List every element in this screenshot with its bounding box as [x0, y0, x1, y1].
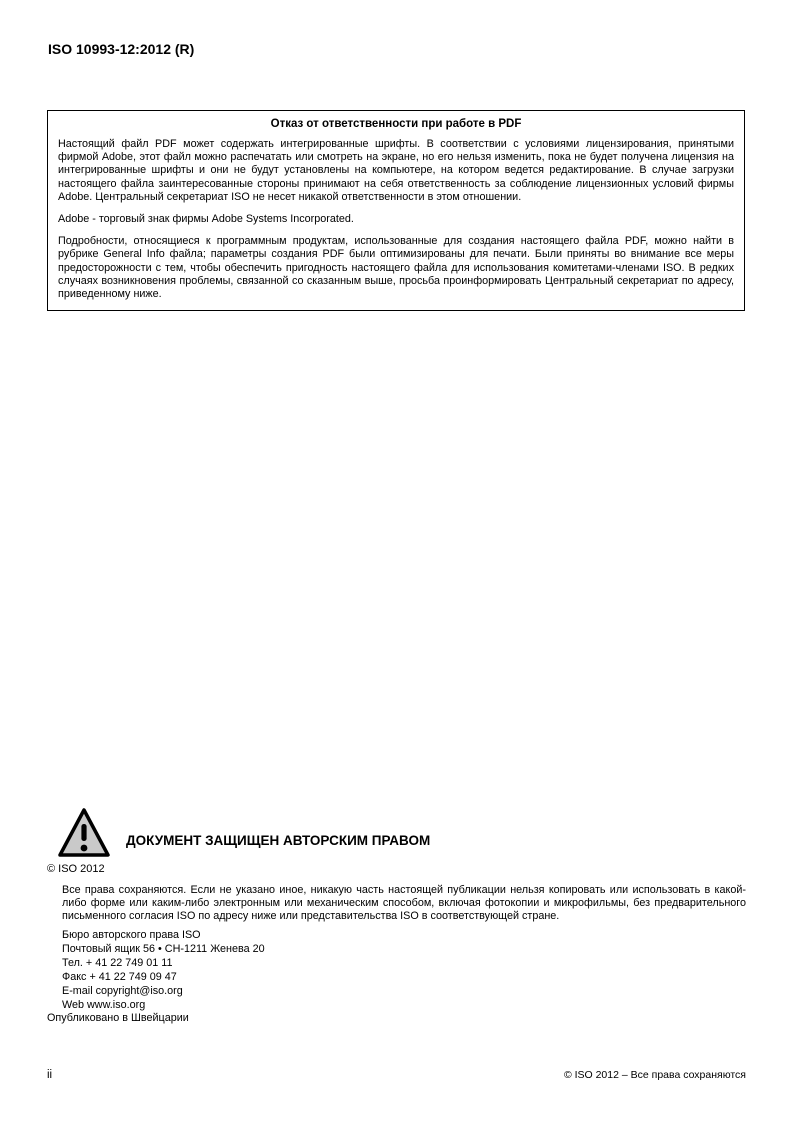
iso-address-block — [62, 929, 265, 1012]
disclaimer-paragraph: Подробности, относящиеся к программным продуктам, использованные для создания настоящего файла PDF, можно найти в рубрике General Info файла; параметры создания PDF были оптимизированы для печати. Были приняты во внимание все меры предосторожности с тем, чтобы обеспечить пригодность настоящего файла для использования комитетами-членами ISO. В редких случаях возникновения проблемы, связанной со сказанным выше, просьба проинформировать Центральный секретариат по адресу, приведенному ниже. — [58, 235, 734, 301]
address-line-fax: Факс + 41 22 749 09 47 — [62, 970, 177, 983]
page-footer — [47, 1069, 746, 1081]
address-line-web: Web www.iso.org — [62, 998, 146, 1011]
copyright-protected-heading: ДОКУМЕНТ ЗАЩИЩЕН АВТОРСКИМ ПРАВОМ — [126, 832, 431, 848]
footer-copyright-notice: © ISO 2012 – Все права сохраняются — [563, 1069, 746, 1081]
address-line-office: Бюро авторского права ISO — [62, 929, 201, 941]
disclaimer-paragraph: Adobe - торговый знак фирмы Adobe Systems Incorporated. — [58, 213, 354, 226]
copyright-line: © ISO 2012 — [47, 863, 105, 875]
pdf-disclaimer-box — [47, 110, 745, 311]
warning-triangle-icon — [57, 806, 111, 860]
page-number: ii — [47, 1069, 53, 1081]
address-line-phone: Тел. + 41 22 749 01 11 — [62, 956, 173, 969]
copyright-banner — [57, 806, 430, 860]
address-line-postbox: Почтовый ящик 56 • CH-1211 Женева 20 — [62, 942, 265, 955]
disclaimer-title: Отказ от ответственности при работе в PDF — [270, 118, 522, 130]
published-in-line: Опубликовано в Швейцарии — [47, 1012, 189, 1024]
address-line-email: E-mail copyright@iso.org — [62, 984, 183, 997]
disclaimer-paragraph: Настоящий файл PDF может содержать интегрированные шрифты. В соответствии с условиями лицензирования, принятыми фирмой Adobe, этот файл можно распечатать или смотреть на экране, но его нельзя изменить, пока не будет получена лицензия на интегрированные шрифты и они не будут установлены на компьютере, на котором ведется редактирование. В случае загрузки настоящего файла заинтересованные стороны принимают на себя ответственность за соблюдение лицензионных условий фирмы Adobe. Центральный секретариат ISO не несет никакой ответственности в этом отношении. — [58, 138, 734, 203]
rights-reserved-paragraph: Все права сохраняются. Если не указано иное, никакую часть настоящей публикации нельзя копировать или использовать в какой-либо форме или каким-либо электронным или механическим способом, включая фотокопии и микрофильмы, без предварительного письменного согласия ISO по адресу ниже или представительства ISO в соответствующей стране. — [62, 884, 746, 923]
document-number: ISO 10993-12:2012 (R) — [48, 41, 195, 57]
